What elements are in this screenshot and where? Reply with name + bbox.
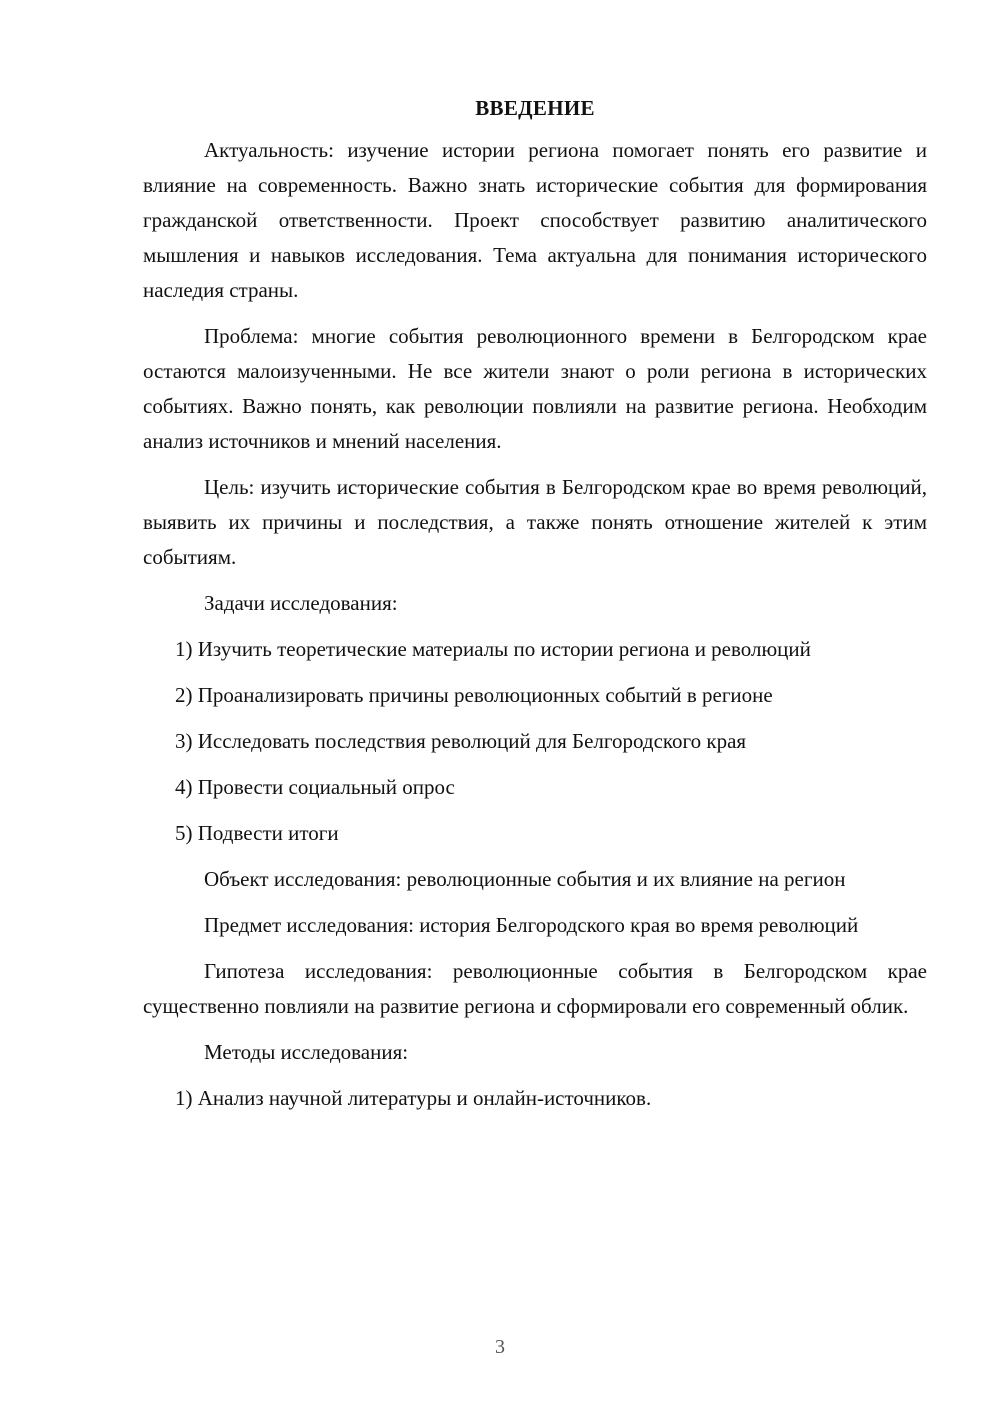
relevance-paragraph: Актуальность: изучение истории региона помогает понять его развитие и влияние на современность. Важно знать исторические события для формирования гражданской ответственности. Проект способствует развитию аналитического мышления и навыков исследования. Тема актуальна для понимания исторического наследия страны. — [143, 138, 927, 302]
object-paragraph: Объект исследования: революционные события и их влияние на регион — [204, 867, 846, 891]
methods-heading: Методы исследования: — [204, 1040, 409, 1064]
task-item-1: 1) Изучить теоретические материалы по истории региона и революций — [175, 637, 811, 661]
goal-paragraph: Цель: изучить исторические события в Белгородском крае во время революций, выявить их причины и последствия, а также понять отношение жителей к этим событиям. — [143, 475, 927, 569]
document-page — [143, 96, 927, 1127]
task-item-4: 4) Провести социальный опрос — [175, 775, 455, 799]
task-item-3: 3) Исследовать последствия революций для Белгородского края — [175, 729, 747, 753]
task-item-5: 5) Подвести итоги — [175, 821, 339, 845]
subject-paragraph: Предмет исследования: история Белгородского края во время революций — [204, 913, 859, 937]
page-title: ВВЕДЕНИЕ — [475, 96, 595, 120]
hypothesis-paragraph: Гипотеза исследования: революционные события в Белгородском крае существенно повлияли на развитие региона и сформировали его современный облик. — [143, 959, 927, 1018]
tasks-heading: Задачи исследования: — [204, 591, 398, 615]
page-number: 3 — [495, 1336, 505, 1358]
method-item-1: 1) Анализ научной литературы и онлайн-источников. — [175, 1086, 652, 1110]
problem-paragraph: Проблема: многие события революционного времени в Белгородском крае остаются малоизученными. Не все жители знают о роли региона в исторических событиях. Важно понять, как революции повлияли на развитие региона. Необходим анализ источников и мнений населения. — [143, 324, 927, 453]
task-item-2: 2) Проанализировать причины революционных событий в регионе — [175, 683, 773, 707]
